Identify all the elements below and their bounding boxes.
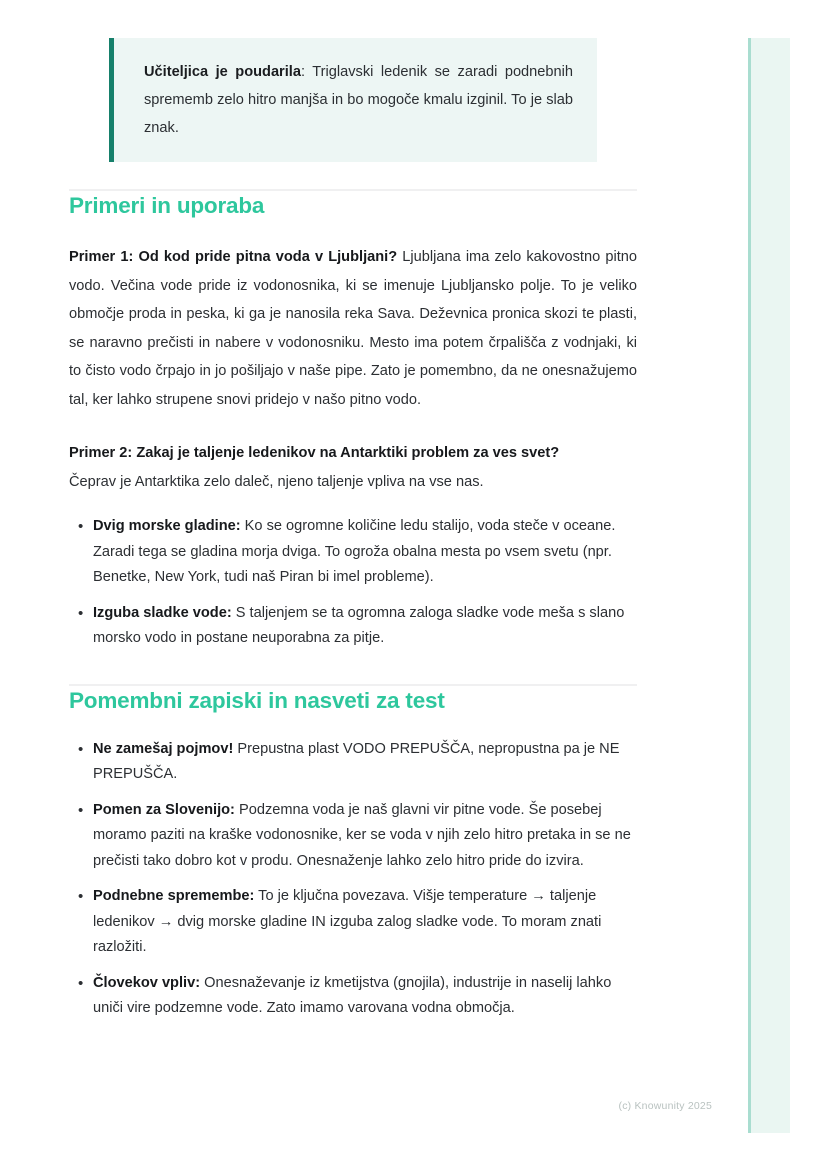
- list-item: [69, 514, 637, 591]
- section-heading-notes: Pomembni zapiski in nasveti za test: [69, 687, 445, 713]
- bullet-text: S taljenjem se ta ogromna zaloga sladke vode meša s slano morsko vodo in postane neuporabna za pitje.: [93, 604, 625, 646]
- document-content: [69, 0, 637, 1022]
- bullet-text: Podzemna voda je naš glavni vir pitne vode. Še posebej moramo paziti na kraške vodonosnike, ker se voda v njih zelo hitro pretaka in se ne prečisti tako dobro kot v produ. Onesnaženje lahko zelo hitro pride do izvira.: [93, 801, 631, 869]
- copyright-footer: (c) Knowunity 2025: [618, 1100, 712, 1112]
- example-one-text: Ljubljana ima zelo kakovostno pitno vodo. Večina vode pride iz vodonosnika, ki se imenuje Ljubljansko polje. To je veliko območje proda in peska, ki ga je nanosila reka Sava. Deževnica pronica skozi te plasti, se naravno prečisti in nabere v vodonosniku. Mesto ima potem črpališča z vodnjaki, ki to čisto vodo črpajo in jo pošiljajo v naše pipe. Zato je pomembno, da ne onesnažujemo tal, ker lahko strupene snovi pridejo v našo pitno vodo.: [69, 249, 637, 408]
- bullet-text: Onesnaževanje iz kmetijstva (gnojila), industrije in naselij lahko uniči vire podzemne vode. Zato imamo varovana vodna območja.: [93, 974, 612, 1016]
- bullet-label: Človekov vpliv:: [93, 974, 201, 991]
- bullet-text: To je ključna povezava. Višje temperature → taljenje ledenikov → dvig morske gladine IN izguba zalog sladke vode. To moram znati razložiti.: [93, 888, 602, 955]
- example-two-paragraph: [69, 439, 637, 496]
- bullet-text: Prepustna plast VODO PREPUŠČA, nepropustna pa je NE PREPUŠČA.: [93, 740, 620, 782]
- bullet-label: Dvig morske gladine:: [93, 518, 241, 534]
- notes-bullet-list: [69, 737, 637, 1022]
- list-item: [69, 601, 637, 652]
- list-item: [69, 737, 637, 788]
- bullet-label: Pomen za Slovenijo:: [93, 801, 235, 818]
- teacher-callout: [109, 38, 597, 162]
- example-one-title: Primer 1: Od kod pride pitna voda v Ljubljani?: [69, 249, 398, 265]
- scrollbar-thumb[interactable]: [748, 38, 751, 1133]
- section-heading-examples: Primeri in uporaba: [69, 193, 265, 218]
- bullet-label: Ne zamešaj pojmov!: [93, 740, 234, 757]
- list-item: [69, 798, 637, 875]
- examples-bullet-list: [69, 514, 637, 652]
- callout-paragraph: [144, 58, 573, 142]
- callout-text: : Triglavski ledenik se zaradi podnebnih sprememb zelo hitro manjša in bo mogoče kmalu izginil. To je slab znak.: [144, 64, 573, 136]
- list-item: [69, 884, 637, 961]
- example-two-title: Primer 2: Zakaj je taljenje ledenikov na Antarktiki problem za ves svet?: [69, 445, 560, 461]
- example-one-paragraph: [69, 243, 637, 414]
- bullet-label: Podnebne spremembe:: [93, 888, 255, 904]
- scrollbar-rail[interactable]: [748, 38, 790, 1133]
- example-two-text: Čeprav je Antarktika zelo daleč, njeno taljenje vpliva na vse nas.: [69, 473, 484, 490]
- callout-lead: Učiteljica je poudarila: [144, 64, 301, 80]
- list-item: [69, 971, 637, 1022]
- bullet-label: Izguba sladke vode:: [93, 604, 232, 621]
- bullet-text: Ko se ogromne količine ledu stalijo, voda steče v oceane. Zaradi tega se gladina morja dviga. To ogroža obalna mesta po vsem svetu (npr. Benetke, New York, tudi naš Piran bi imel probleme).: [93, 518, 616, 585]
